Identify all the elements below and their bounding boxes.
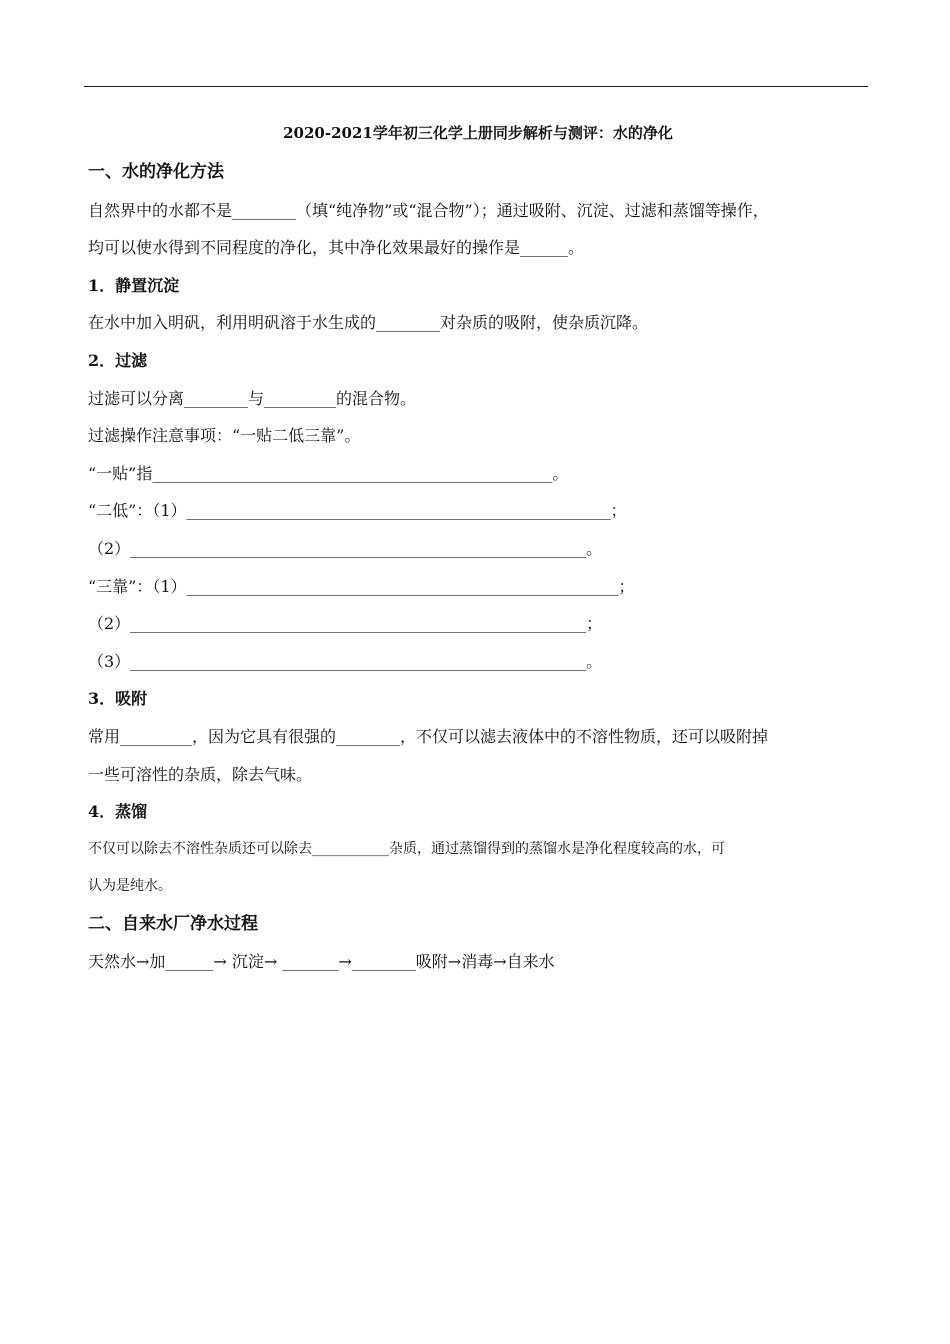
section-heading-purification-methods: 一、水的净化方法 (88, 162, 224, 182)
distillation-line-2: 认为是纯水。 (88, 878, 172, 895)
worksheet-body (88, 118, 868, 981)
distillation-line-1: 不仅可以除去不溶性杂质还可以除去___________杂质，通过蒸馏得到的蒸馏水是净化程度较高的水，可 (88, 840, 725, 857)
filtration-line-1: 过滤可以分离________与_________的混合物。 (88, 388, 417, 408)
intro-line-2: 均可以使水得到不同程度的净化，其中净化效果最好的操作是______。 (88, 238, 585, 258)
filtration-line-6: “三靠”：（1）______________________________________________________； (88, 576, 635, 596)
filtration-line-7: （2）_________________________________________________________； (88, 614, 603, 634)
header-rule (84, 86, 868, 87)
subheading-adsorption: 3．吸附 (88, 689, 148, 709)
sedimentation-line-1: 在水中加入明矾，利用明矾溶于水生成的________对杂质的吸附，使杂质沉降。 (88, 313, 649, 333)
filtration-line-4: “二低”：（1）_____________________________________________________； (88, 501, 627, 521)
filtration-line-8: （3）_________________________________________________________。 (88, 651, 603, 671)
section-heading-waterworks-process: 二、自来水厂净水过程 (88, 913, 258, 934)
document-title: 2020-2021学年初三化学上册同步解析与测评：水的净化 (283, 124, 673, 142)
intro-line-1: 自然界中的水都不是________（填“纯净物”或“混合物”）；通过吸附、沉淀、过滤和蒸馏等操作， (88, 200, 769, 220)
adsorption-line-2: 一些可溶性的杂质，除去气味。 (88, 764, 313, 784)
filtration-line-2: 过滤操作注意事项：“一贴二低三靠”。 (88, 426, 361, 446)
subheading-distillation: 4．蒸馏 (88, 802, 148, 822)
filtration-line-3: “一贴”指__________________________________________________。 (88, 463, 569, 483)
subheading-sedimentation: 1．静置沉淀 (88, 275, 180, 295)
subheading-filtration: 2．过滤 (88, 350, 148, 370)
waterworks-process-line: 天然水→加______→ 沉淀→ _______→________吸附→消毒→自来水 (88, 952, 555, 972)
adsorption-line-1: 常用_________，因为它具有很强的________，不仅可以滤去液体中的不溶性物质，还可以吸附掉 (88, 726, 769, 746)
filtration-line-5: （2）_________________________________________________________。 (88, 538, 603, 558)
